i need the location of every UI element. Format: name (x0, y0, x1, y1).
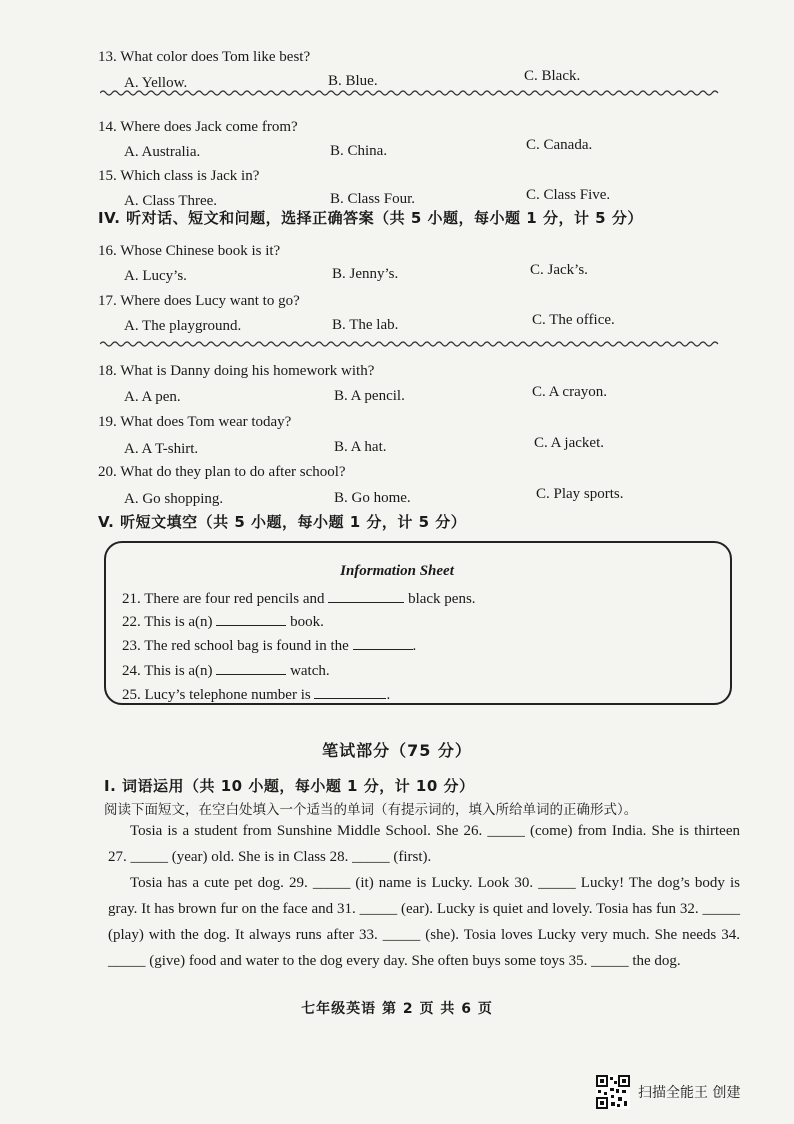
blank-line-23 (122, 637, 416, 655)
wavy-divider-1 (100, 89, 722, 97)
line-25-text: 25. Lucy’s telephone number is (122, 687, 311, 703)
blank-line-25 (122, 686, 390, 704)
passage-paragraph-1: Tosia is a student from Sunshine Middle School. She 26. _____ (come) from India. She is thirteen 27. _____ (year) old. She is in Class 28. _____ (first). (108, 823, 740, 865)
scanner-watermark (596, 1075, 740, 1109)
line-24-tail: watch. (290, 663, 330, 679)
blank-21[interactable] (328, 590, 404, 603)
line-23-text: 23. The red school bag is found in the (122, 638, 349, 654)
information-sheet-title: Information Sheet (340, 563, 454, 579)
option-15b: B. Class Four. (330, 191, 416, 207)
option-16c: C. Jack’s. (530, 262, 588, 278)
option-17a: A. The playground. (124, 318, 242, 334)
written-section-i-heading: I. 词语运用（共 10 小题，每小题 1 分，计 10 分） (104, 777, 475, 795)
option-14a: A. Australia. (124, 144, 201, 160)
line-24-text: 24. This is a(n) (122, 663, 213, 679)
line-22-text: 22. This is a(n) (122, 614, 213, 630)
option-13c: C. Black. (524, 68, 581, 84)
written-part-title: 笔试部分（75 分） (322, 741, 472, 760)
wavy-divider-2 (100, 340, 722, 348)
written-instruction: 阅读下面短文，在空白处填入一个适当的单词（有提示词的，填入所给单词的正确形式）。 (104, 802, 638, 818)
option-19a: A. A T-shirt. (124, 441, 199, 457)
qr-code-icon (596, 1075, 630, 1109)
blank-22[interactable] (216, 613, 286, 626)
blank-line-24 (122, 662, 330, 680)
blank-line-21 (122, 590, 476, 608)
option-19b: B. A hat. (334, 439, 387, 455)
option-17b: B. The lab. (332, 317, 399, 333)
option-18c: C. A crayon. (532, 384, 607, 400)
option-19c: C. A jacket. (534, 435, 604, 451)
option-20c: C. Play sports. (536, 486, 624, 502)
question-13: 13. What color does Tom like best? (98, 49, 311, 65)
question-17: 17. Where does Lucy want to go? (98, 293, 300, 309)
question-18: 18. What is Danny doing his homework with? (98, 363, 375, 379)
question-15: 15. Which class is Jack in? (98, 168, 260, 184)
line-25-tail: . (386, 687, 391, 703)
section-iv-heading: IV. 听对话、短文和问题，选择正确答案（共 5 小题，每小题 1 分，计 5 分） (98, 209, 643, 227)
option-18a: A. A pen. (124, 389, 181, 405)
question-16: 16. Whose Chinese book is it? (98, 243, 281, 259)
option-16a: A. Lucy’s. (124, 268, 187, 284)
option-13a: A. Yellow. (124, 75, 188, 91)
option-14c: C. Canada. (526, 137, 593, 153)
blank-23[interactable] (353, 637, 413, 650)
option-20b: B. Go home. (334, 490, 411, 506)
option-13b: B. Blue. (328, 73, 378, 89)
page-footer: 七年级英语 第 2 页 共 6 页 (301, 1001, 493, 1017)
blank-line-22 (122, 613, 324, 631)
option-18b: B. A pencil. (334, 388, 405, 404)
line-21-text: 21. There are four red pencils and (122, 591, 325, 607)
scanner-watermark-text: 扫描全能王 创建 (638, 1085, 741, 1101)
option-14b: B. China. (330, 143, 388, 159)
line-22-tail: book. (290, 614, 324, 630)
blank-25[interactable] (314, 686, 386, 699)
option-20a: A. Go shopping. (124, 491, 224, 507)
question-20: 20. What do they plan to do after school? (98, 464, 346, 480)
option-15a: A. Class Three. (124, 193, 218, 209)
question-14: 14. Where does Jack come from? (98, 119, 298, 135)
option-17c: C. The office. (532, 312, 615, 328)
option-16b: B. Jenny’s. (332, 266, 399, 282)
passage-paragraph-2: Tosia has a cute pet dog. 29. _____ (it) name is Lucky. Look 30. _____ Lucky! The dog’s body is gray. It has brown fur on the face and 31. _____ (ear). Lucky is quiet and lovely. Tosia has fun 32. _____ (play) with the dog. It always runs after 33. _____ (she). Tosia loves Lucky very much. She needs 34. _____ (give) food and water to the dog every day. She often buys some toys 35. _____ the dog. (108, 875, 740, 969)
question-19: 19. What does Tom wear today? (98, 414, 292, 430)
blank-24[interactable] (216, 662, 286, 675)
line-23-tail: . (412, 638, 417, 654)
section-v-heading: V. 听短文填空（共 5 小题，每小题 1 分，计 5 分） (98, 513, 467, 531)
line-21-tail: black pens. (408, 591, 476, 607)
option-15c: C. Class Five. (526, 187, 611, 203)
